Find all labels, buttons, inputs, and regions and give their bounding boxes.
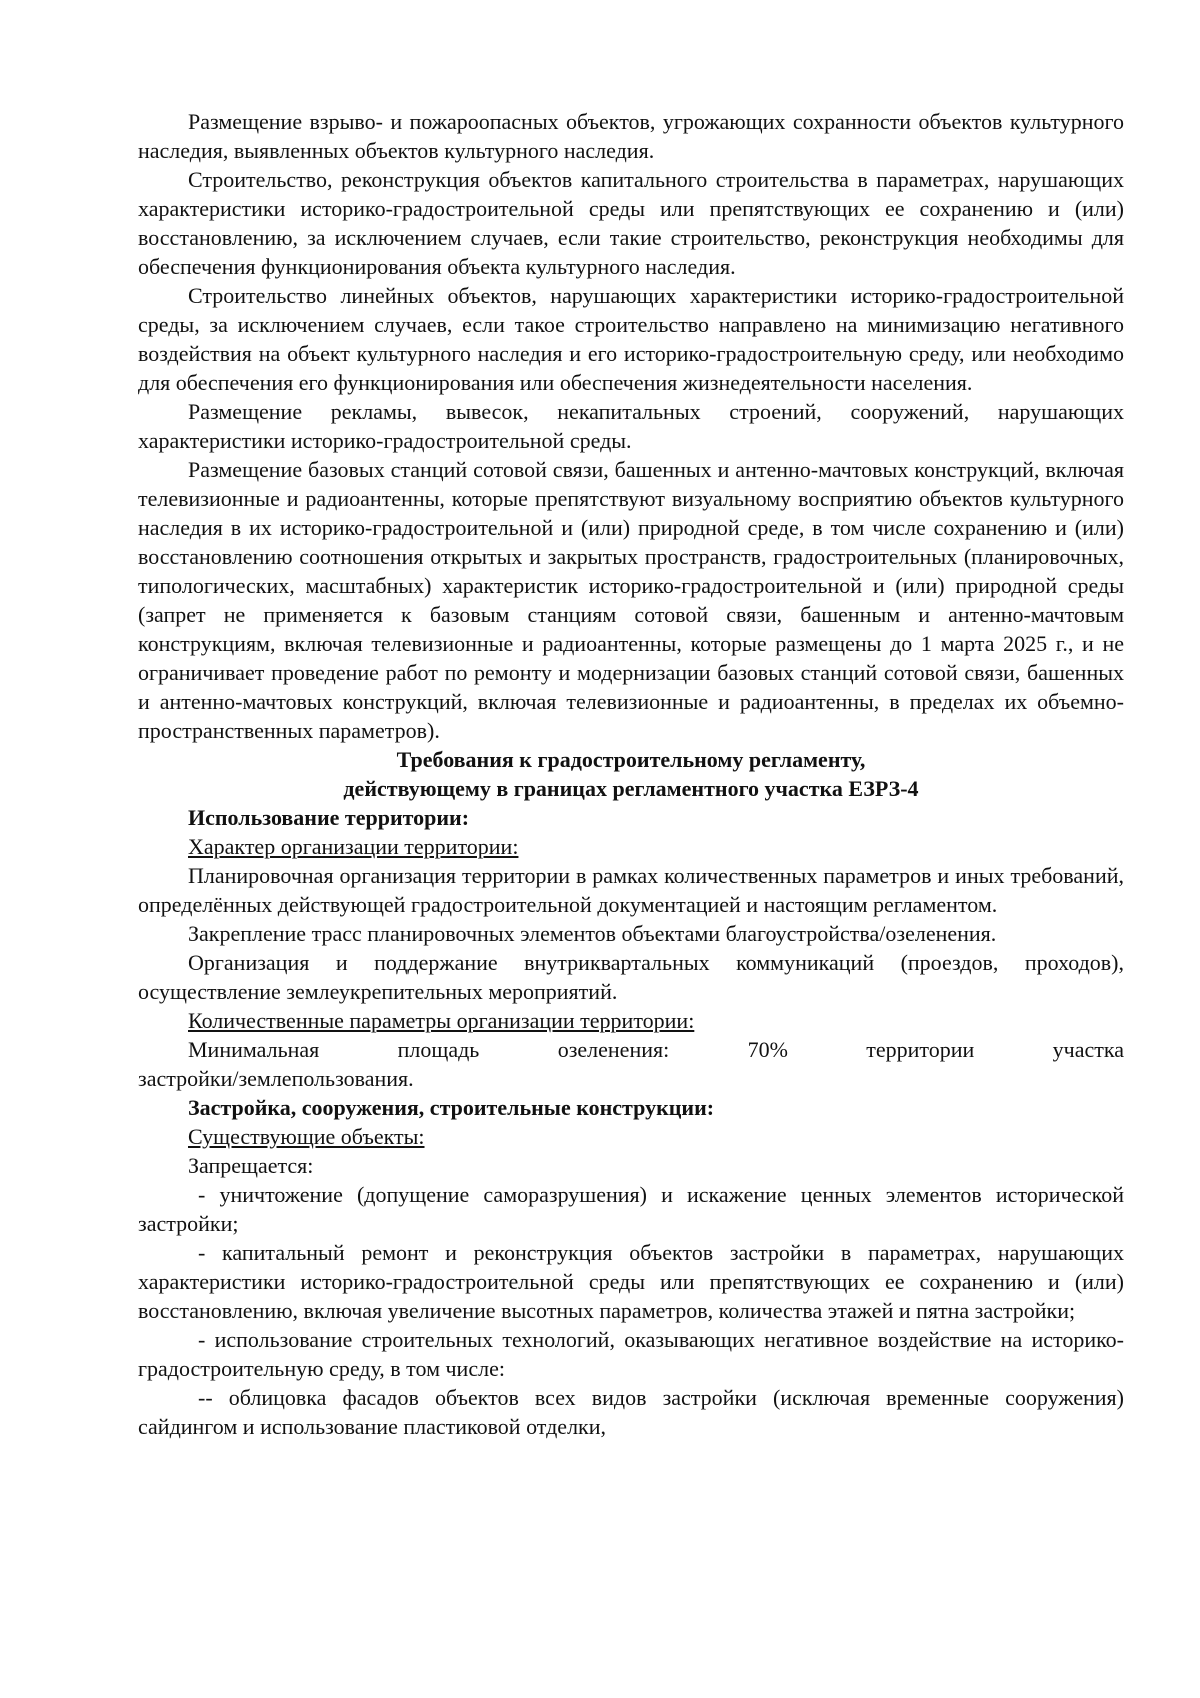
section-title-line-2: действующему в границах регламентного участка ЕЗРЗ-4 xyxy=(343,776,919,801)
subheading-existing-objects: Существующие объекты: xyxy=(188,1124,425,1149)
subheading-territory-organization: Характер организации территории: xyxy=(188,834,519,859)
paragraph-explosive-objects: Размещение взрыво- и пожароопасных объектов, угрожающих сохранности объектов культурного наследия, выявленных объектов культурного наследия. xyxy=(138,109,1124,163)
paragraph-advertising: Размещение рекламы, вывесок, некапитальных строений, сооружений, нарушающих характеристики историко-градостроительной среды. xyxy=(138,399,1124,453)
document-body xyxy=(138,107,1124,1441)
section-title-line-1: Требования к градостроительному регламенту, xyxy=(396,747,866,772)
paragraph-communications: Организация и поддержание внутриквартальных коммуникаций (проездов, проходов), осуществление землеукрепительных мероприятий. xyxy=(138,950,1124,1004)
prohibited-label: Запрещается: xyxy=(188,1153,314,1178)
prohibited-item-technologies: - использование строительных технологий, оказывающих негативное воздействие на историко-градостроительную среду, в том числе: xyxy=(138,1327,1124,1381)
heading-territory-usage: Использование территории: xyxy=(188,805,470,830)
paragraph-linear-objects: Строительство линейных объектов, нарушающих характеристики историко-градостроительной среды, за исключением случаев, если такое строительство направлено на минимизацию негативного воздействия на объект культурного наследия и его историко-градостроительную среду, или необходимо для обеспечения его функционирования или обеспечения жизнедеятельности населения. xyxy=(138,283,1124,395)
subheading-quantitative-parameters: Количественные параметры организации территории: xyxy=(188,1008,695,1033)
prohibited-item-reconstruction: - капитальный ремонт и реконструкция объектов застройки в параметрах, нарушающих характеристики историко-градостроительной среды или препятствующих ее сохранению и (или) восстановлению, включая увеличение высотных параметров, количества этажей и пятна застройки; xyxy=(138,1240,1124,1323)
prohibited-item-destruction: - уничтожение (допущение саморазрушения) и искажение ценных элементов исторической застройки; xyxy=(138,1182,1124,1236)
paragraph-route-fixing: Закрепление трасс планировочных элементов объектами благоустройства/озеленения. xyxy=(188,921,997,946)
paragraph-base-stations: Размещение базовых станций сотовой связи, башенных и антенно-мачтовых конструкций, включая телевизионные и радиоантенны, которые препятствуют визуальному восприятию объектов культурного наследия в их историко-градостроительной и (или) природной среде, в том числе сохранению и (или) восстановлению соотношения открытых и закрытых пространств, градостроительных (планировочных, типологических, масштабных) характеристик историко-градостроительной и (или) природной среды (запрет не применяется к базовым станциям сотовой связи, башенным и антенно-мачтовым конструкциям, включая телевизионные и радиоантенны, которые размещены до 1 марта 2025 г., и не ограничивает проведение работ по ремонту и модернизации базовых станций сотовой связи, башенных и антенно-мачтовых конструкций, включая телевизионные и радиоантенны, в пределах их объемно-пространственных параметров). xyxy=(138,457,1124,743)
paragraph-construction: Строительство, реконструкция объектов капитального строительства в параметрах, нарушающих характеристики историко-градостроительной среды или препятствующих ее сохранению и (или) восстановлению, за исключением случаев, если такие строительство, реконструкция необходимы для обеспечения функционирования объекта культурного наследия. xyxy=(138,167,1124,279)
heading-buildings: Застройка, сооружения, строительные конструкции: xyxy=(188,1095,715,1120)
prohibited-item-siding: -- облицовка фасадов объектов всех видов застройки (исключая временные сооружения) сайдингом и использование пластиковой отделки, xyxy=(138,1385,1124,1439)
paragraph-planning-organization: Планировочная организация территории в рамках количественных параметров и иных требований, определённых действующей градостроительной документацией и настоящим регламентом. xyxy=(138,863,1124,917)
greening-line-2: застройки/землепользования. xyxy=(138,1066,414,1091)
greening-line-1: Минимальная площадь озеленения: 70% территории участка xyxy=(188,1037,1124,1062)
